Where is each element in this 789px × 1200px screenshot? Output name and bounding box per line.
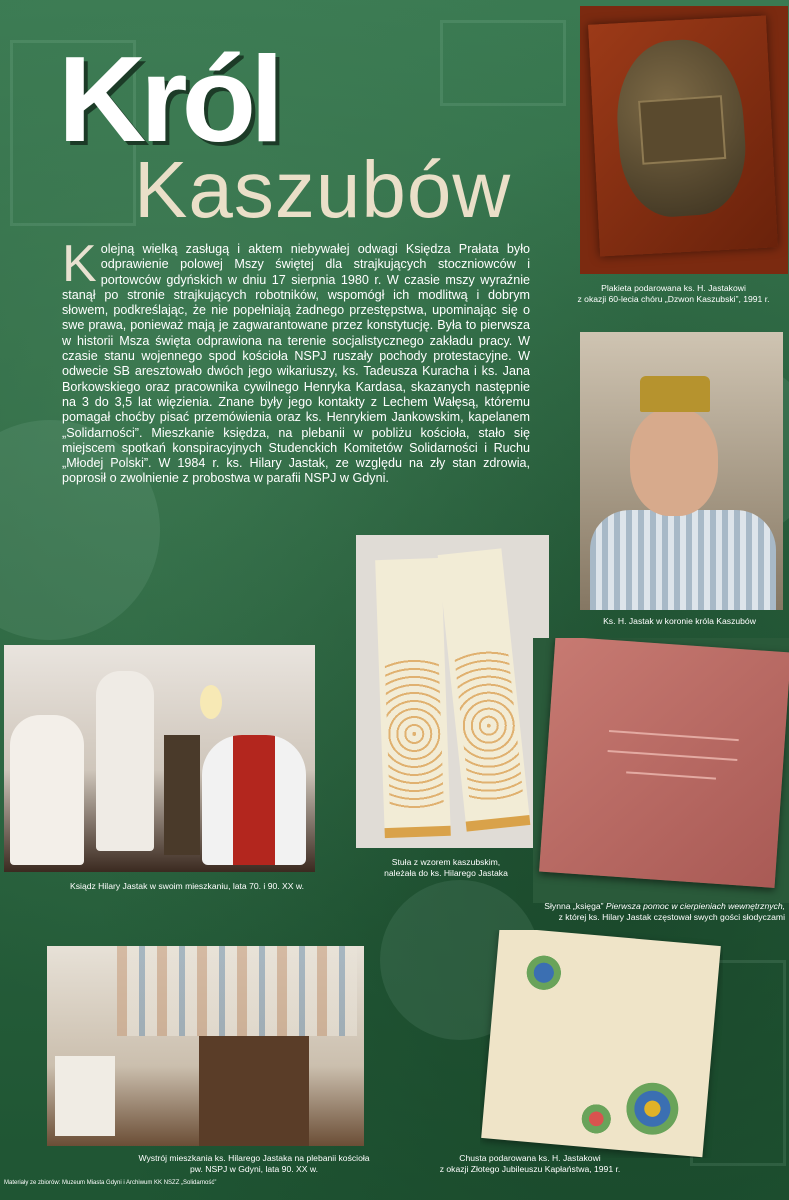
interior-photo <box>47 946 364 1146</box>
interior-caption-line2: pw. NSPJ w Gdyni, lata 90. XX w. <box>189 1164 318 1174</box>
stole-photo <box>356 535 549 848</box>
scarf-cloth <box>481 930 721 1157</box>
apartment-door <box>164 735 200 855</box>
book-title-line <box>609 730 739 741</box>
portrait-caption: Ks. H. Jastak w koronie króla Kaszubów <box>603 616 756 626</box>
interior-caption-line1: Wystrój mieszkania ks. Hilarego Jastaka na plebanii kościoła <box>138 1153 370 1163</box>
stole-caption <box>346 857 546 879</box>
book-caption <box>470 901 785 923</box>
book-title-line <box>608 750 738 761</box>
background-frame <box>440 20 566 106</box>
body-text <box>62 235 530 487</box>
wall-poster <box>55 1056 115 1136</box>
priest-figure <box>202 735 306 865</box>
stole-band-right <box>438 548 531 831</box>
book-caption-line2: z której ks. Hilary Jastak częstował swych gości słodyczami <box>558 912 785 922</box>
scarf-caption-line1: Chusta podarowana ks. H. Jastakowi <box>459 1153 601 1163</box>
book-cover <box>539 638 789 888</box>
drop-cap: K <box>62 235 97 293</box>
page-subtitle: Kaszubów <box>134 145 512 234</box>
scarf-photo <box>480 930 723 1158</box>
plaque-inscription <box>638 95 726 165</box>
book-caption-title: Pierwsza pomoc w cierpieniach wewnętrznych, <box>605 901 785 911</box>
stole-caption-line2: należała do ks. Hilarego Jastaka <box>384 868 508 878</box>
interior-caption <box>114 1153 394 1175</box>
stole-band-left <box>375 558 451 838</box>
book-photo <box>533 638 789 903</box>
plaque-caption-line2: z okazji 60-lecia chóru „Dzwon Kaszubski”, 1991 r. <box>577 294 770 304</box>
apartment-photo <box>4 645 315 872</box>
credits: Materiały ze zbiorów: Muzeum Miasta Gdyni i Archiwum KK NSZZ „Solidarność” <box>4 1180 217 1186</box>
flower-icon <box>522 951 565 994</box>
wall-decorations <box>117 946 357 1036</box>
page-title: Król <box>58 31 278 167</box>
musician-figure <box>96 671 154 851</box>
portrait-photo <box>580 332 783 610</box>
lamp-icon <box>200 685 222 719</box>
apartment-caption: Ksiądz Hilary Jastak w swoim mieszkaniu, lata 70. i 90. XX w. <box>70 881 305 891</box>
interior-door <box>199 1036 309 1146</box>
crown-icon <box>640 376 710 412</box>
body-paragraph: olejną wielką zasługą i aktem niebywałej odwagi Księdza Prałata było odprawienie polowej Mszy świętej dla strajkujących stoczniowców i portowców gdyńskich w dniu 17 sierpnia 1980 r. W czasie mszy wyraźnie stanął po stronie strajkujących robotników, wspomógł ich modlitwą i dobrym słowem, podkreślając, że nie popełniają żadnego przestępstwa, upominając się o swe prawa, ponieważ mają je zagwarantowane przez konstytucję. Była to pierwsza w historii Msza święta odprawiona na terenie socjalistycznego zakładu pracy. W czasie stanu wojennego spod kościoła NSPJ ruszały pochody protestacyjne. W odwecie SB aresztowało dwóch jego wikariuszy, ks. Tadeusza Kuracha i ks. Jana Borkowskiego oraz pracownika cywilnego Henryka Kardasa, skazanych następnie na 3 do 3,5 lat więzienia. Znane były jego kontakty z Lechem Wałęsą, któremu pomagał choćby pisać przemówienia oraz ks. Henrykiem Jankowskim, kapelanem „Solidarności”. Mieszkanie księdza, na plebanii w pobliżu kościoła, stało się miejscem spotkań konspiracyjnych Studenckich Komitetów Solidarności i Ruchu „Młodej Polski”. W 1984 r. ks. Hilary Jastak, ze względu na zły stan zdrowia, poprosił o zwolnienie z probostwa w parafii NSPJ w Gdyni. <box>62 242 530 486</box>
plaque-caption <box>558 283 789 305</box>
portrait-shirt <box>590 510 776 610</box>
book-caption-prefix: Słynna „księga” <box>544 901 604 911</box>
flower-icon <box>622 1078 683 1139</box>
plaque-caption-line1: Plakieta podarowana ks. H. Jastakowi <box>601 283 746 293</box>
ornament-icon <box>385 658 444 810</box>
plaque-photo <box>580 6 788 274</box>
flower-icon <box>578 1100 615 1137</box>
violinist-figure <box>10 715 84 865</box>
portrait-face <box>630 408 718 516</box>
ornament-icon <box>454 648 523 803</box>
stole-caption-line1: Stuła z wzorem kaszubskim, <box>391 857 501 867</box>
scarf-caption <box>420 1153 640 1175</box>
book-title-line <box>626 771 716 779</box>
scarf-caption-line2: z okazji Złotego Jubileuszu Kapłaństwa, 1991 r. <box>439 1164 621 1174</box>
